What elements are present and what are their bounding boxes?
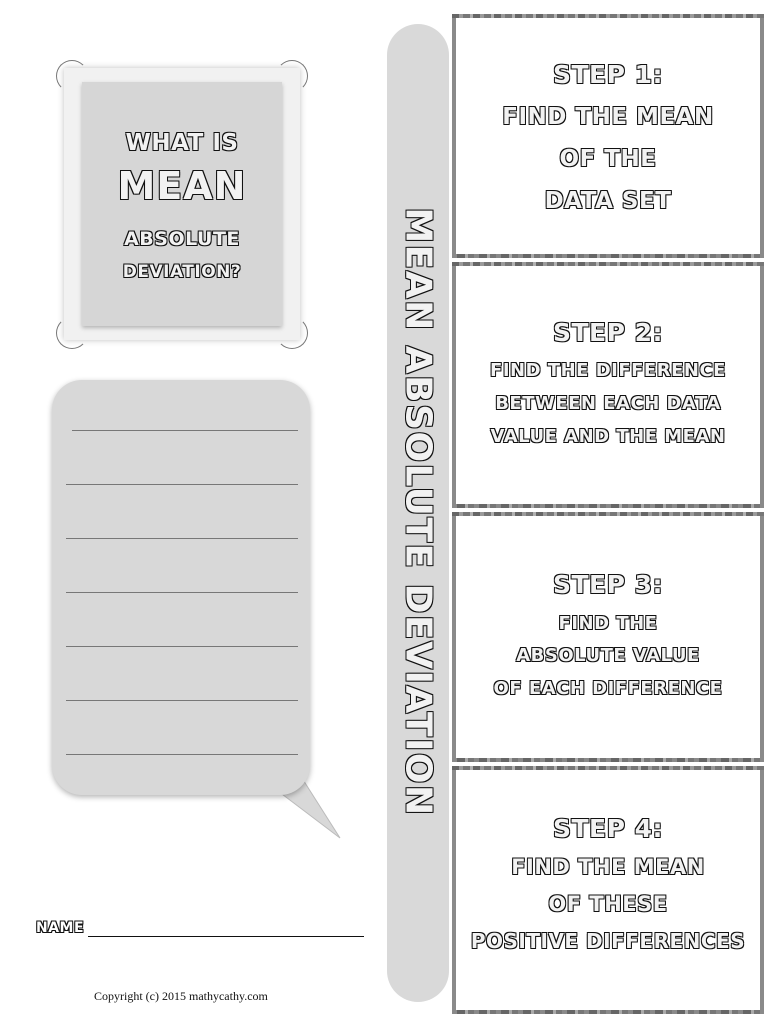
writing-line[interactable] (72, 430, 298, 431)
copyright-text: Copyright (c) 2015 mathycathy.com (94, 989, 268, 1003)
step-card-3[interactable] (452, 512, 764, 762)
name-label: NAME (36, 920, 85, 936)
title-line-3: ABSOLUTE (124, 228, 240, 250)
banner-title: MEAN ABSOLUTE DEVIATION (397, 207, 439, 817)
step-text-line: OF THESE (548, 892, 668, 916)
step-text-line: OF EACH DIFFERENCE (493, 678, 723, 699)
writing-line[interactable] (66, 646, 298, 647)
step-title: STEP 1: (552, 60, 664, 89)
step-text-line: FIND THE MEAN (511, 855, 705, 879)
step-text-line: DATA SET (544, 188, 672, 214)
step-text-line: FIND THE MEAN (502, 104, 714, 130)
step-text-line: OF THE (559, 146, 657, 172)
step-text-line: FIND THE DIFFERENCE (490, 360, 726, 381)
title-line-1: WHAT IS (125, 130, 239, 156)
writing-line[interactable] (66, 754, 298, 755)
writing-line[interactable] (66, 538, 298, 539)
step-text-line: VALUE AND THE MEAN (490, 426, 726, 447)
writing-line[interactable] (66, 592, 298, 593)
step-text-line: FIND THE (558, 613, 658, 634)
writing-line[interactable] (66, 700, 298, 701)
step-card-4[interactable] (452, 766, 764, 1014)
speech-bubble (52, 380, 310, 795)
name-field (36, 920, 336, 940)
step-card-2[interactable] (452, 262, 764, 508)
step-card-1[interactable] (452, 14, 764, 258)
writing-line[interactable] (66, 484, 298, 485)
name-input-line[interactable] (88, 936, 364, 937)
title-line-2: MEAN (117, 164, 247, 208)
title-card-inner (82, 82, 282, 326)
title-card (58, 62, 306, 347)
title-line-4: DEVIATION? (122, 262, 242, 282)
step-title: STEP 2: (552, 318, 664, 347)
step-text-line: ABSOLUTE VALUE (516, 645, 700, 666)
step-text-line: POSITIVE DIFFERENCES (470, 929, 746, 953)
step-text-line: BETWEEN EACH DATA (495, 393, 721, 414)
step-title: STEP 4: (552, 814, 664, 843)
step-title: STEP 3: (552, 570, 664, 599)
